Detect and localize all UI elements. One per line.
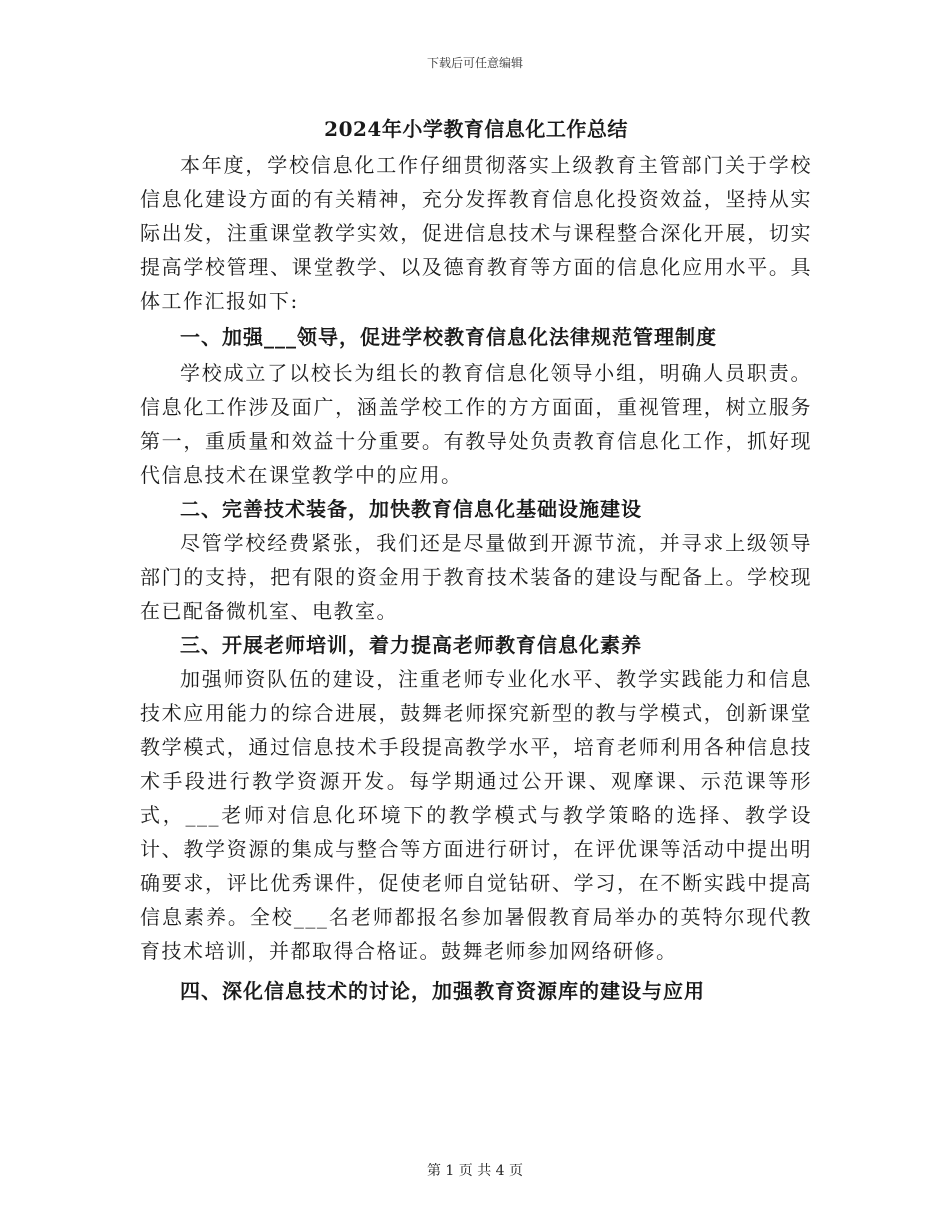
- header-note: 下载后可任意编辑: [426, 56, 523, 70]
- document-title: 2024年小学教育信息化工作总结: [324, 117, 628, 141]
- section-1-heading: 一、加强___领导，促进学校教育信息化法律规范管理制度: [180, 325, 717, 349]
- section-4-heading: 四、深化信息技术的讨论，加强教育资源库的建设与应用: [180, 979, 705, 1003]
- section-2-body: 尽管学校经费紧张，我们还是尽量做到开源节流，并寻求上级领导部门的支持，把有限的资金用于教育技术装备的建设与配备上。学校现在已配备微机室、电教室。: [140, 531, 812, 623]
- intro-paragraph: 本年度，学校信息化工作仔细贯彻落实上级教育主管部门关于学校信息化建设方面的有关精神，充分发挥教育信息化投资效益，坚持从实际出发，注重课堂教学实效，促进信息技术与课程整合深化开展，切实提高学校管理、课堂教学、以及德育教育等方面的信息化应用水平。具体工作汇报如下:: [140, 153, 812, 313]
- document-body: [140, 112, 812, 1008]
- section-2-heading: 二、完善技术装备，加快教育信息化基础设施建设: [180, 497, 642, 521]
- section-3-body: 加强师资队伍的建设，注重老师专业化水平、教学实践能力和信息技术应用能力的综合进展，鼓舞老师探究新型的教与学模式，创新课堂教学模式，通过信息技术手段提高教学水平，培育老师利用各种信息技术手段进行教学资源开发。每学期通过公开课、观摩课、示范课等形式，___老师对信息化环境下的教学模式与教学策略的选择、教学设计、教学资源的集成与整合等方面进行研讨，在评优课等活动中提出明确要求，评比优秀课件，促使老师自觉钻研、学习，在不断实践中提高信息素养。全校___名老师都报名参加暑假教育局举办的英特尔现代教育技术培训，并都取得合格证。鼓舞老师参加网络研修。: [140, 667, 812, 963]
- section-1-body: 学校成立了以校长为组长的教育信息化领导小组，明确人员职责。信息化工作涉及面广，涵盖学校工作的方方面面，重视管理，树立服务第一，重质量和效益十分重要。有教导处负责教育信息化工作，抓好现代信息技术在课堂教学中的应用。: [140, 361, 812, 487]
- section-3-heading: 三、开展老师培训，着力提高老师教育信息化素养: [180, 633, 642, 657]
- page-number: 第 1 页 共 4 页: [426, 1163, 524, 1179]
